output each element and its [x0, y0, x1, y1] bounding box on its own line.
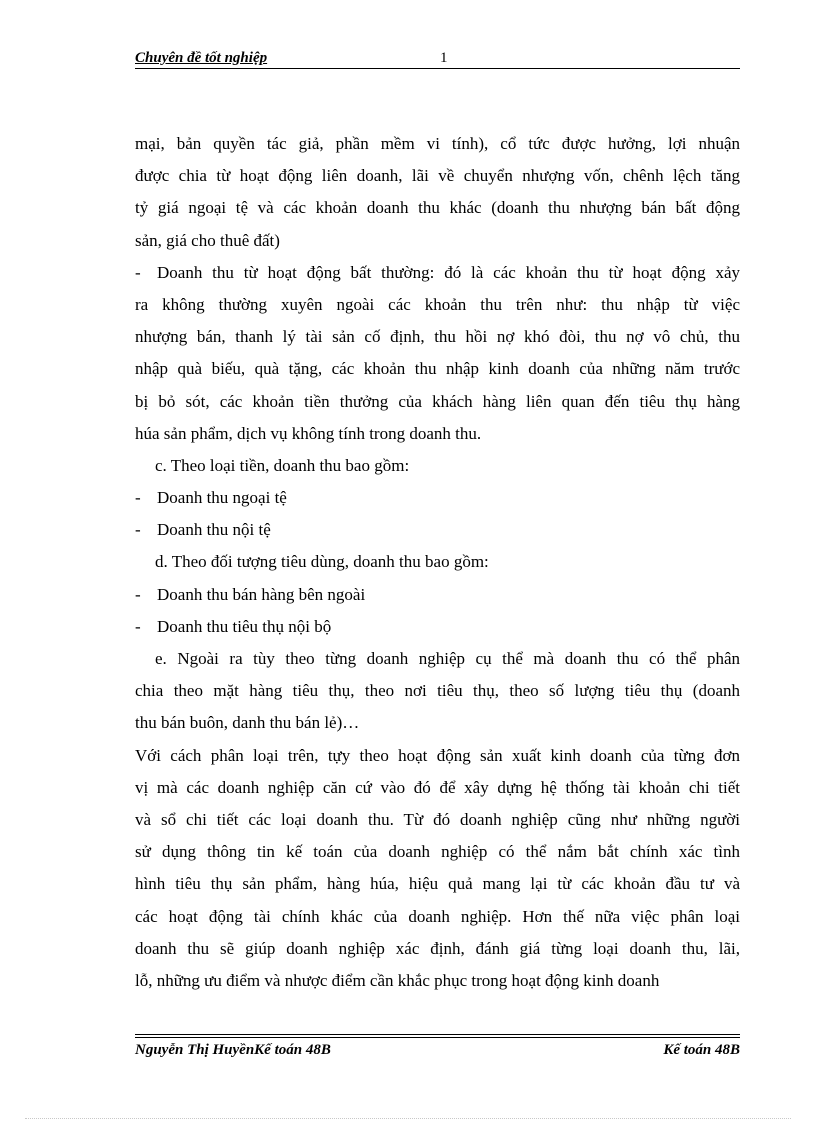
text-line: chia theo mặt hàng tiêu thụ, theo nơi tiêu thụ, theo số lượng tiêu thụ (doanh [135, 681, 740, 701]
text-line: và sổ chi tiết các loại doanh thu. Từ đó doanh nghiệp cũng như những người [135, 809, 740, 829]
bullet-text: Doanh thu tiêu thụ nội bộ [157, 616, 332, 636]
bullet-text: Doanh thu ngoại tệ [157, 488, 287, 508]
bullet-line [135, 514, 740, 546]
bullet-text: Doanh thu từ hoạt động bất thường: đó là các khoản thu từ hoạt động xảy [157, 262, 740, 282]
header-page-number: 1 [440, 50, 448, 66]
text-line: sản, giá cho thuê đất) [135, 230, 280, 250]
text-line: các hoạt động tài chính khác của doanh nghiệp. Hơn thế nữa việc phân loại [135, 906, 740, 926]
text-line: thu bán buôn, danh thu bán lẻ)… [135, 713, 360, 733]
text-line: lỗ, những ưu điểm và nhược điểm cần khắc phục trong hoạt động kinh doanh [135, 970, 660, 990]
header-rule [135, 68, 740, 69]
footer-class: Kế toán 48B [663, 1042, 740, 1058]
text-line: mại, bản quyền tác giả, phần mềm vi tính), cổ tức được hưởng, lợi nhuận [135, 134, 740, 153]
footer-author: Nguyễn Thị HuyềnKế toán 48B [135, 1042, 331, 1058]
text-line: húa sản phẩm, dịch vụ không tính trong doanh thu. [135, 423, 482, 443]
bullet-dash: - [135, 520, 141, 540]
bullet-line [135, 611, 740, 643]
section-heading-e: e. Ngoài ra tùy theo từng doanh nghiệp cụ thể mà doanh thu có thể phân [155, 649, 740, 668]
bullet-dash: - [135, 584, 141, 604]
text-line: nhập quà biếu, quà tặng, các khoản thu nhập kinh doanh của những năm trước [135, 359, 740, 379]
bullet-text: Doanh thu bán hàng bên ngoài [157, 584, 366, 604]
footer-rule [135, 1034, 740, 1035]
text-line: ra không thường xuyên ngoài các khoản thu trên như: thu nhập từ việc [135, 294, 740, 314]
bullet-line [135, 482, 740, 514]
page-footer [135, 1034, 740, 1064]
text-line: hình tiêu thụ sản phẩm, hàng húa, hiệu quả mang lại từ các khoản đầu tư và [135, 874, 740, 894]
bullet-dash: - [135, 616, 141, 636]
text-line: tỷ giá ngoại tệ và các khoản doanh thu khác (doanh thu nhượng bán bất động [135, 198, 740, 218]
bullet-line [135, 579, 740, 611]
header-title: Chuyên đề tốt nghiệp [135, 50, 268, 66]
text-line: bị bỏ sót, các khoản tiền thưởng của khách hàng liên quan đến tiêu thụ hàng [135, 391, 740, 411]
bullet-dash: - [135, 262, 141, 282]
page-header [135, 48, 740, 70]
text-line: Với cách phân loại trên, tựy theo hoạt động sản xuất kinh doanh của từng đơn [135, 745, 740, 765]
footer-rule [135, 1037, 740, 1038]
text-line: nhượng bán, thanh lý tài sản cố định, thu hồi nợ khó đòi, thu nợ vô chủ, thu [135, 327, 740, 347]
bullet-text: Doanh thu nội tệ [157, 520, 271, 540]
body-text [135, 128, 740, 997]
section-heading-d: d. Theo đối tượng tiêu dùng, doanh thu bao gồm: [155, 552, 489, 572]
page-bottom-border [25, 1118, 791, 1119]
text-line: doanh thu sẽ giúp doanh nghiệp xác định, đánh giá từng loại doanh thu, lãi, [135, 938, 740, 958]
text-line: vị mà các doanh nghiệp căn cứ vào đó để xây dựng hệ thống tài khoản chi tiết [135, 777, 740, 797]
section-heading-c: c. Theo loại tiền, doanh thu bao gồm: [155, 455, 410, 475]
text-line: sử dụng thông tin kế toán của doanh nghiệp có thể nắm bắt chính xác tình [135, 842, 740, 862]
text-line: được chia từ hoạt động liên doanh, lãi về chuyển nhượng vốn, chênh lệch tăng [135, 166, 740, 186]
bullet-line [135, 257, 740, 289]
bullet-dash: - [135, 488, 141, 508]
